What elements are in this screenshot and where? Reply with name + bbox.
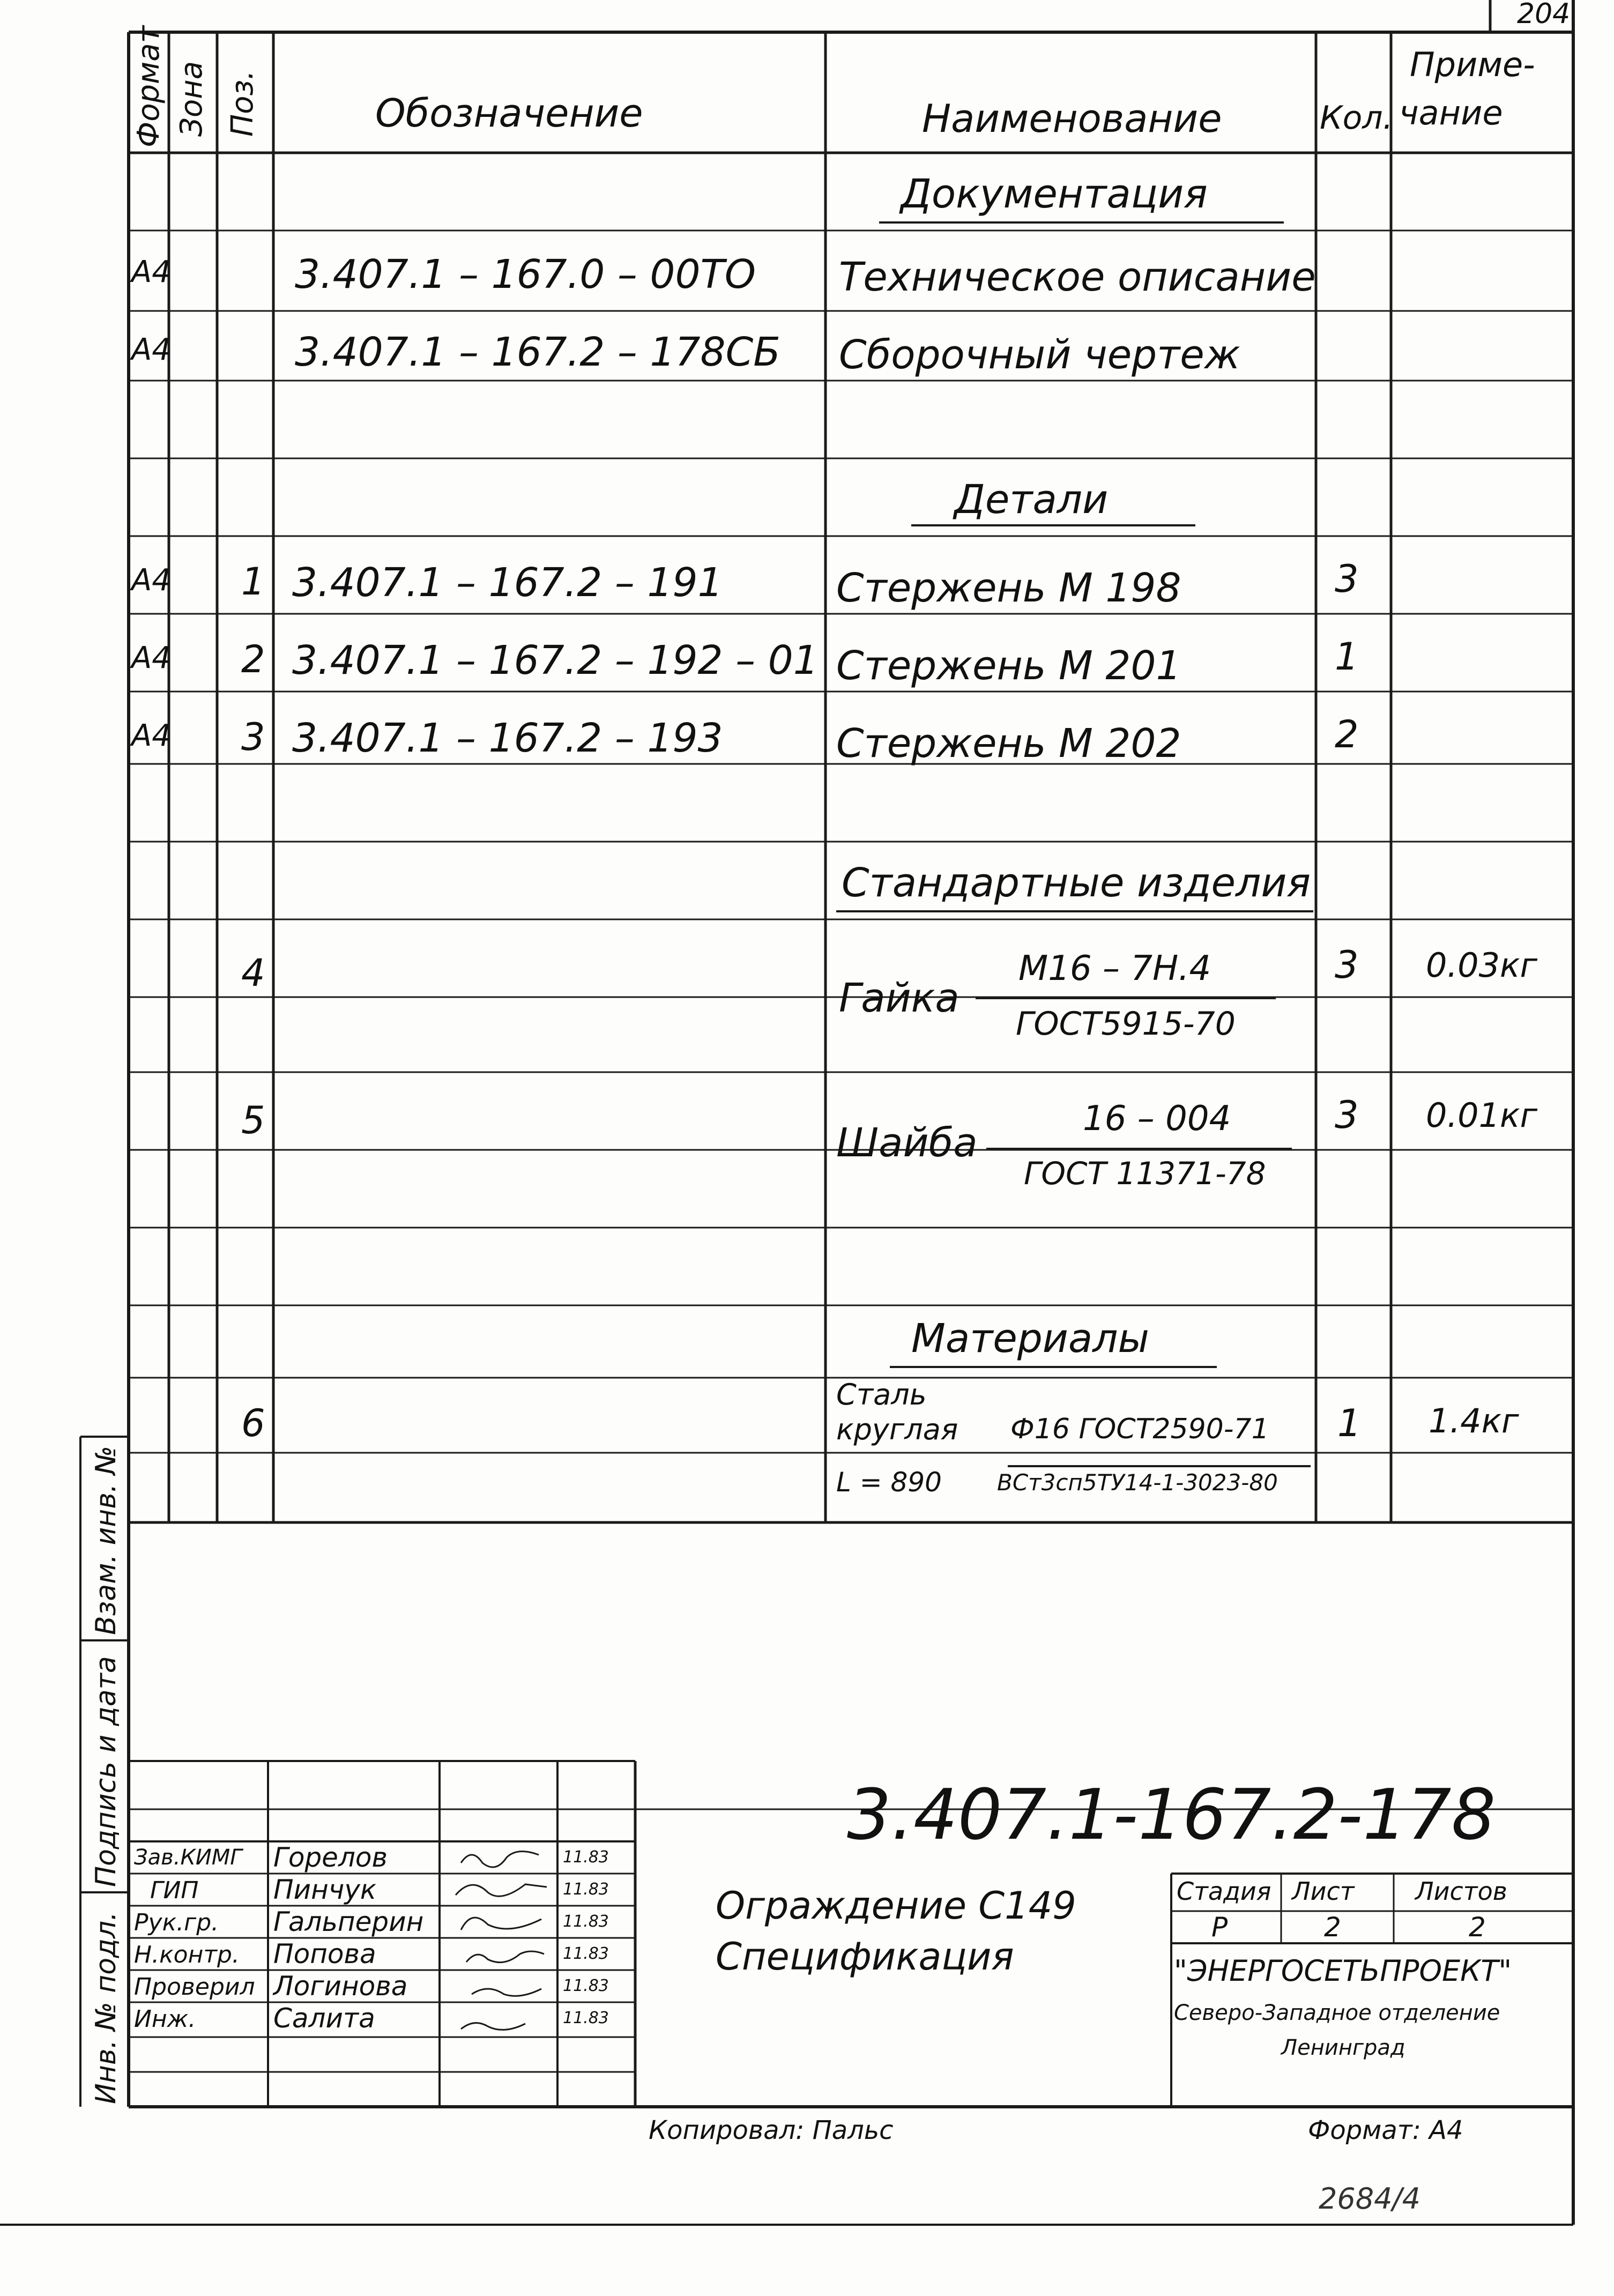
sheets-value: 2	[1469, 1912, 1486, 1943]
det1-qty: 3	[1335, 557, 1359, 601]
std2-pos: 5	[241, 1098, 265, 1142]
std1-qty: 3	[1335, 943, 1359, 987]
header-note-line2: чание	[1399, 93, 1503, 132]
copied-by: Копировал: Пальс	[649, 2115, 894, 2145]
det2-designation: 3.407.1 – 167.2 – 192 – 01	[292, 637, 819, 683]
doc1-name: Техническое описание	[839, 254, 1316, 300]
mat1-spec-bottom: ВСт3сп5ТУ14-1-3023-80	[997, 1469, 1278, 1496]
header-format: Формат	[131, 25, 166, 147]
sheets-label: Листов	[1415, 1877, 1507, 1906]
header-name: Наименование	[922, 96, 1222, 141]
std2-name: Шайба	[836, 1120, 978, 1166]
header-designation: Обозначение	[375, 91, 643, 136]
doc-number: 3.407.1-167.2-178	[847, 1774, 1496, 1855]
stage-label: Стадия	[1177, 1877, 1271, 1906]
std1-note: 0.03кг	[1426, 946, 1538, 985]
doc2-name: Сборочный чертеж	[839, 332, 1240, 378]
section-documentation: Документация	[901, 171, 1208, 217]
sig-name: Попова	[273, 1938, 376, 1970]
title-line1: Ограждение С149	[716, 1884, 1076, 1928]
sheet-label: Лист	[1292, 1877, 1355, 1906]
std1-name: Гайка	[839, 975, 960, 1021]
sig-date: 11.83	[563, 1977, 609, 1995]
std1-pos: 4	[241, 951, 265, 995]
mat1-pos: 6	[241, 1401, 265, 1445]
stage-value: Р	[1211, 1912, 1228, 1943]
det2-format: А4	[131, 641, 171, 675]
doc2-format: А4	[131, 332, 171, 367]
sig-name: Салита	[273, 2003, 375, 2034]
sig-role: Проверил	[134, 1973, 255, 2001]
mat1-line2: круглая	[836, 1413, 958, 1446]
sheet-value: 2	[1324, 1912, 1341, 1943]
sig-role: Инж.	[134, 2005, 196, 2033]
mat1-line3: L = 890	[836, 1467, 942, 1498]
det2-qty: 1	[1335, 635, 1359, 679]
org-sub: Северо-Западное отделение	[1174, 2001, 1500, 2025]
mat1-line1: Сталь	[836, 1378, 927, 1411]
section-materials: Материалы	[911, 1316, 1149, 1362]
sig-role: ГИП	[150, 1877, 199, 1904]
org-city: Ленинград	[1281, 2035, 1405, 2060]
det3-name: Стержень М 202	[836, 720, 1181, 767]
doc1-format: А4	[131, 255, 171, 289]
side-stamp-inv-orig: Инв. № подл.	[90, 1912, 122, 2104]
sig-name: Пинчук	[273, 1874, 377, 1905]
header-qty: Кол.	[1320, 99, 1393, 137]
title-line2: Спецификация	[716, 1935, 1014, 1979]
sig-role: Н.контр.	[134, 1941, 240, 1968]
header-note-line1: Приме-	[1410, 45, 1535, 84]
det3-format: А4	[131, 718, 171, 753]
det1-designation: 3.407.1 – 167.2 – 191	[292, 560, 723, 606]
std2-qty: 3	[1335, 1093, 1359, 1137]
sig-date: 11.83	[563, 2009, 609, 2027]
det3-pos: 3	[241, 715, 265, 759]
sig-name: Горелов	[273, 1842, 388, 1873]
sig-name: Логинова	[273, 1971, 408, 2002]
mat1-note: 1.4кг	[1429, 1401, 1519, 1440]
std2-spec-bottom: ГОСТ 11371-78	[1024, 1155, 1266, 1192]
sig-date: 11.83	[563, 1944, 609, 1963]
sig-date: 11.83	[563, 1912, 609, 1931]
det3-qty: 2	[1335, 712, 1359, 756]
std1-spec-top: М16 – 7Н.4	[1018, 949, 1211, 989]
std2-note: 0.01кг	[1426, 1096, 1538, 1135]
sig-role: Рук.гр.	[134, 1909, 219, 1936]
sig-name: Гальперин	[273, 1906, 424, 1937]
det2-name: Стержень М 201	[836, 643, 1181, 689]
det3-designation: 3.407.1 – 167.2 – 193	[292, 715, 723, 761]
org-name: "ЭНЕРГОСЕТЬПРОЕКТ"	[1174, 1954, 1512, 1988]
side-stamp-sign-date: Подпись и дата	[90, 1656, 122, 1887]
det1-name: Стержень М 198	[836, 565, 1181, 611]
page-corner-number: 204	[1517, 0, 1571, 30]
section-standard: Стандартные изделия	[842, 860, 1311, 906]
doc1-designation: 3.407.1 – 167.0 – 00ТО	[295, 251, 756, 298]
doc2-designation: 3.407.1 – 167.2 – 178СБ	[295, 329, 781, 375]
footer-format: Формат: А4	[1308, 2115, 1463, 2145]
std1-spec-bottom: ГОСТ5915-70	[1016, 1005, 1236, 1043]
sig-date: 11.83	[563, 1848, 609, 1867]
header-zone: Зона	[174, 61, 209, 137]
det1-pos: 1	[241, 560, 265, 604]
section-details: Детали	[954, 477, 1109, 523]
header-pos: Поз.	[225, 70, 260, 137]
bottom-number: 2684/4	[1319, 2182, 1420, 2216]
mat1-spec-top: Ф16 ГОСТ2590-71	[1010, 1413, 1269, 1445]
std2-spec-top: 16 – 004	[1083, 1099, 1231, 1139]
det2-pos: 2	[241, 637, 265, 681]
det1-format: А4	[131, 563, 171, 598]
side-stamp-inv-mutual: Взам. инв. №	[90, 1445, 122, 1635]
mat1-qty: 1	[1337, 1401, 1362, 1445]
sig-role: Зав.КИМГ	[134, 1845, 242, 1870]
sig-date: 11.83	[563, 1880, 609, 1899]
